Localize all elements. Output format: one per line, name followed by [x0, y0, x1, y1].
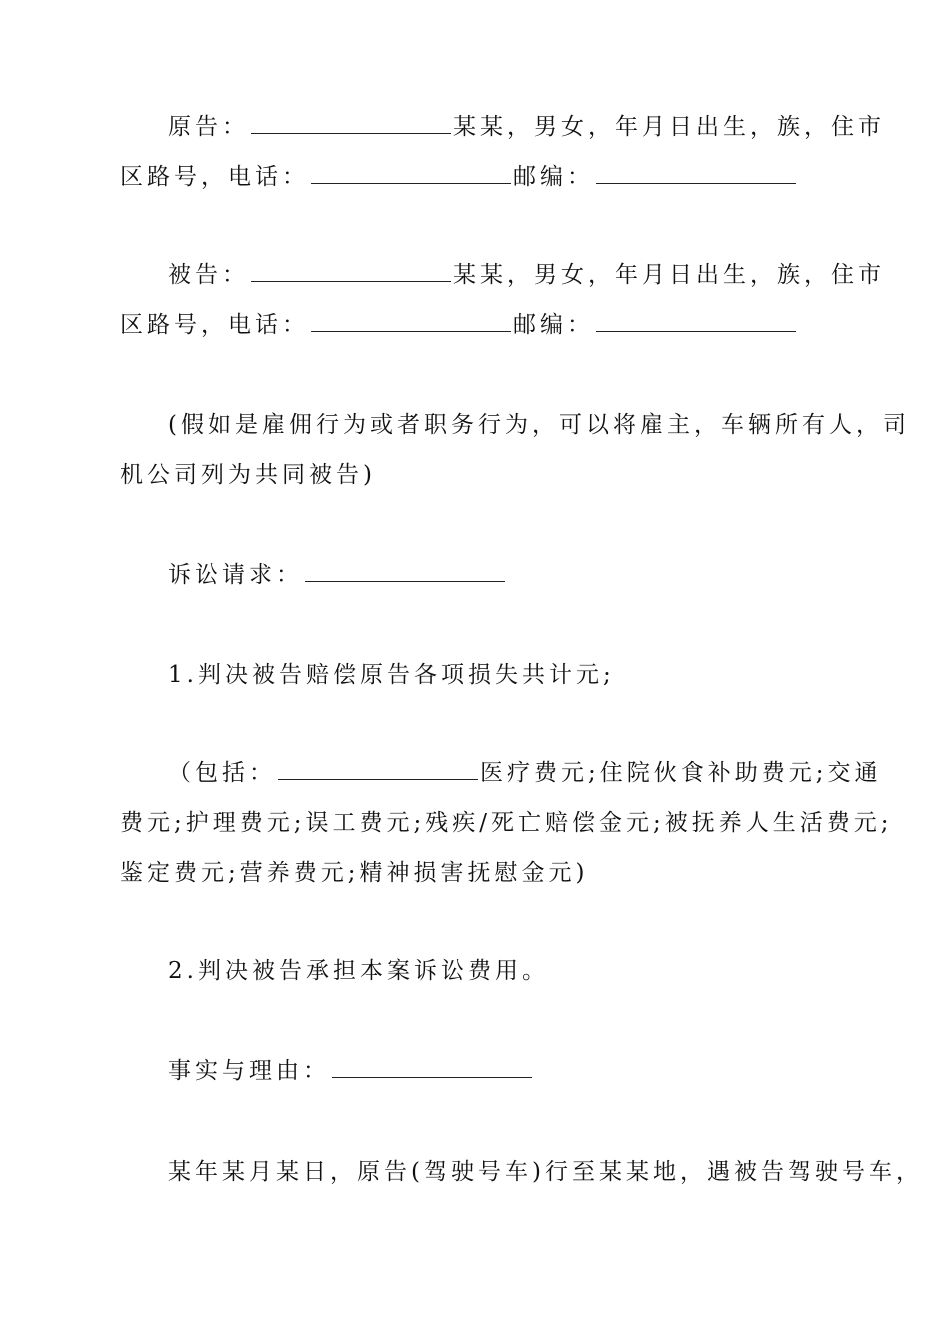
defendant-postcode-label: 邮编：	[513, 312, 594, 338]
claim-item-1	[120, 650, 835, 700]
claim-item-1-text: 1.判决被告赔偿原告各项损失共计元;	[168, 662, 615, 688]
plaintiff-section	[120, 102, 885, 202]
claims-heading: 诉讼请求：	[168, 562, 303, 588]
breakdown-blank	[278, 753, 478, 780]
facts-heading: 事实与理由：	[168, 1058, 330, 1084]
defendant-label: 被告：	[168, 262, 249, 288]
plaintiff-label: 原告：	[168, 114, 249, 140]
damages-breakdown	[120, 748, 893, 898]
note-line-2: 机公司列为共同被告)	[120, 462, 376, 488]
plaintiff-line-2	[120, 152, 835, 202]
claims-heading-line	[120, 550, 835, 600]
claims-blank	[305, 555, 505, 582]
breakdown-line-1-text: 医疗费元;住院伙食补助费元;交通	[480, 760, 882, 786]
defendant-details: 某某，男女，年月日出生，族，住市	[453, 262, 885, 288]
facts-line-1: 某年某月某日，原告(驾驶号车)行至某某地，遇被告驾驶号车，	[168, 1159, 923, 1185]
facts-body	[120, 1147, 923, 1197]
facts-blank	[332, 1051, 532, 1078]
plaintiff-line-1	[120, 102, 885, 152]
breakdown-line-2: 费元;护理费元;误工费元;残疾/死亡赔偿金元;被抚养人生活费元;	[120, 810, 893, 836]
breakdown-line-3: 鉴定费元;营养费元;精神损害抚慰金元)	[120, 860, 589, 886]
claims-heading-section	[120, 550, 835, 600]
claim-item-2-text: 2.判决被告承担本案诉讼费用。	[168, 958, 549, 984]
co-defendant-note	[120, 400, 910, 500]
defendant-name-blank	[251, 255, 451, 282]
plaintiff-postcode-label: 邮编：	[513, 164, 594, 190]
plaintiff-address: 区路号，电话：	[120, 164, 309, 190]
defendant-postcode-blank	[596, 305, 796, 332]
breakdown-prefix: （包括：	[168, 760, 276, 786]
plaintiff-details: 某某，男女，年月日出生，族，住市	[453, 114, 885, 140]
defendant-line-2	[120, 300, 835, 350]
facts-heading-line	[120, 1046, 835, 1096]
defendant-line-1	[120, 250, 885, 300]
defendant-section	[120, 250, 885, 350]
defendant-phone-blank	[311, 305, 511, 332]
plaintiff-postcode-blank	[596, 157, 796, 184]
plaintiff-name-blank	[251, 107, 451, 134]
note-line-1: (假如是雇佣行为或者职务行为，可以将雇主，车辆所有人，司	[168, 412, 910, 438]
defendant-address: 区路号，电话：	[120, 312, 309, 338]
facts-heading-section	[120, 1046, 835, 1096]
plaintiff-phone-blank	[311, 157, 511, 184]
claim-item-2	[120, 946, 835, 996]
breakdown-line-1	[120, 748, 882, 798]
